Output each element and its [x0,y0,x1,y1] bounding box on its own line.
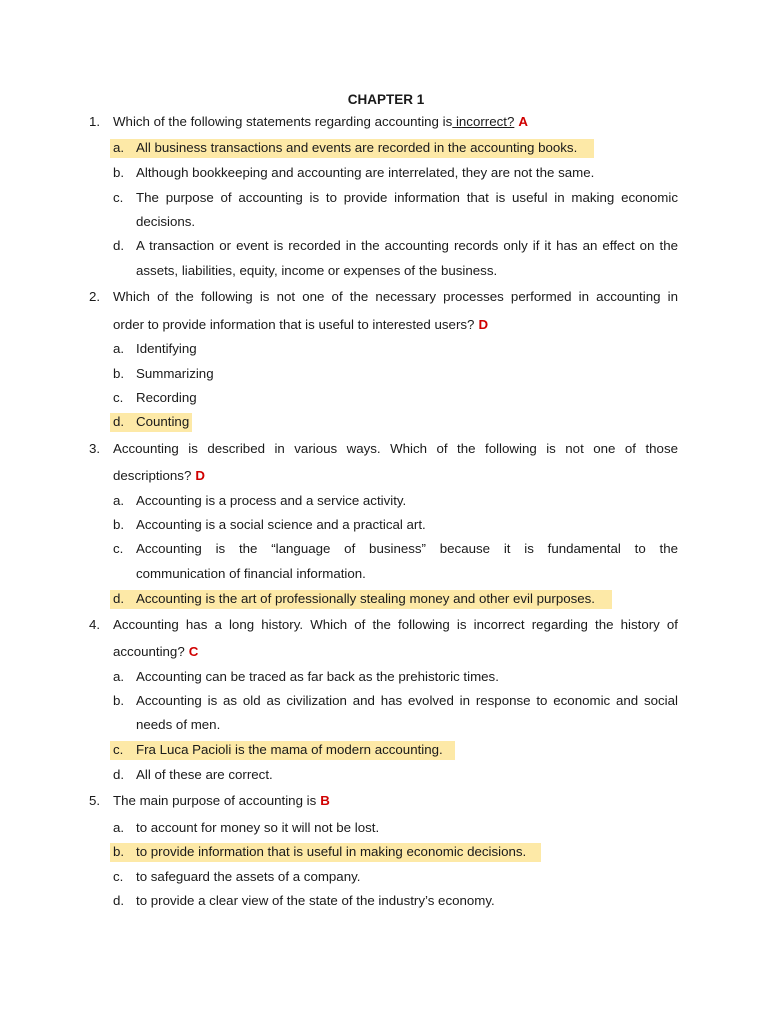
option-label: b. [113,693,125,708]
option-label: a. [113,140,125,155]
option-text: All of these are correct. [136,767,273,782]
option-label: c. [113,190,124,205]
option-text: Although bookkeeping and accounting are interrelated, they are not the same. [136,165,595,180]
option-text: Accounting is the “language of business” because it is fundamental to the [136,541,678,556]
option-text: Fra Luca Pacioli is the mama of modern accounting. [136,742,443,757]
option-label: a. [113,341,125,356]
option-text: Identifying [136,341,197,356]
chapter-title: CHAPTER 1 [347,92,425,107]
option-text: All business transactions and events are recorded in the accounting books. [136,140,578,155]
option-text: The purpose of accounting is to provide information that is useful in making economic [136,190,678,205]
option-label: c. [113,390,124,405]
answer-key: D [478,317,489,332]
option-text: to provide a clear view of the state of the industry’s economy. [136,893,495,908]
option-text-continued: decisions. [136,214,196,229]
question-text: Which of the following statements regarding accounting is [113,114,453,129]
question-number: 2. [89,289,101,304]
option-text-continued: communication of financial information. [136,566,366,581]
option-label: a. [113,820,125,835]
question-text-continued [113,467,205,485]
option-label: b. [113,366,125,381]
question-text: Which of the following is not one of the necessary processes performed in accounting in [113,289,678,304]
option-text: to account for money so it will not be lost. [136,820,380,835]
option-text: Accounting is a process and a service activity. [136,493,407,508]
option-label: b. [113,165,125,180]
option-label: c. [113,869,124,884]
option-label: a. [113,493,125,508]
option-text: A transaction or event is recorded in the accounting records only if it has an effect on the [136,238,678,253]
question-text-continued [113,643,198,661]
option-text: Accounting is a social science and a practical art. [136,517,426,532]
question-number: 4. [89,617,101,632]
question-text-line2: descriptions? [113,468,192,483]
answer-key: C [188,644,199,659]
answer-key: B [320,793,330,808]
option-text: Accounting is the art of professionally stealing money and other evil purposes. [136,591,596,606]
question-text: Accounting has a long history. Which of the following is incorrect regarding the history of [113,617,678,632]
option-text: Summarizing [136,366,214,381]
option-text: to safeguard the assets of a company. [136,869,361,884]
question-text: The main purpose of accounting is [113,793,317,808]
question-text-line2: order to provide information that is useful to interested users? [113,317,475,332]
option-label: d. [113,238,125,253]
option-label: b. [113,844,125,859]
question-text-continued [113,316,488,334]
option-text-continued: needs of men. [136,717,221,732]
question-text: Accounting is described in various ways. Which of the following is not one of those [113,441,678,456]
option-label: c. [113,541,124,556]
option-label: c. [113,742,124,757]
question-text-line2: accounting? [113,644,185,659]
option-text: Counting [136,414,190,429]
option-label: d. [113,767,125,782]
option-text: to provide information that is useful in making economic decisions. [136,844,527,859]
question-text-underlined: incorrect? [452,114,515,129]
option-text: Accounting is as old as civilization and has evolved in response to economic and social [136,693,678,708]
option-label: d. [113,591,125,606]
option-label: b. [113,517,125,532]
answer-key: D [195,468,205,483]
option-text: Accounting can be traced as far back as the prehistoric times. [136,669,499,684]
option-label: d. [113,414,125,429]
question-number: 5. [89,793,101,808]
option-text-continued: assets, liabilities, equity, income or expenses of the business. [136,263,498,278]
option-label: d. [113,893,125,908]
question-number: 3. [89,441,101,456]
option-label: a. [113,669,125,684]
answer-key: A [518,114,528,129]
option-text: Recording [136,390,197,405]
question-number: 1. [89,114,101,129]
